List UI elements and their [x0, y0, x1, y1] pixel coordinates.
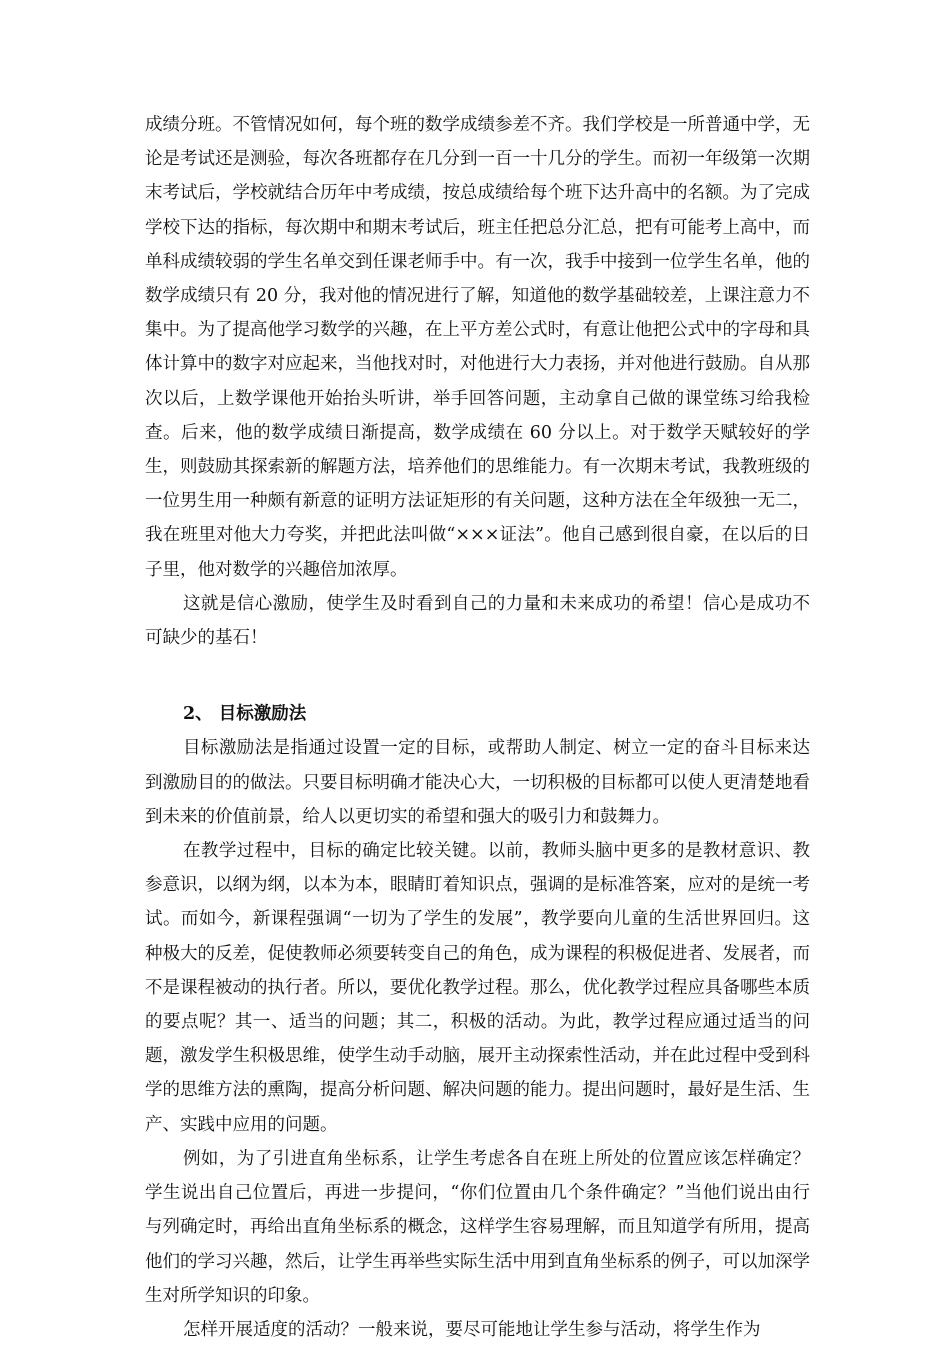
- body-paragraph-6: 怎样开展适度的活动？一般来说，要尽可能地让学生参与活动，将学生作为: [183, 1319, 761, 1340]
- section-spacer: [145, 655, 810, 697]
- document-page: [145, 108, 810, 1347]
- body-paragraph-2: 这就是信心激励，使学生及时看到自己的力量和未来成功的希望！信心是成功不可缺少的基石！: [145, 593, 810, 649]
- body-paragraph-4: 在教学过程中，目标的确定比较关键。以前，教师头脑中更多的是教材意识、教参意识，以纲为纲，以本为本，眼睛盯着知识点，强调的是标准答案，应对的是统一考试。而如今，新课程强调“一切为了学生的发展”，教学要向儿童的生活世界回归。这种极大的反差，促使教师必须要转变自己的角色，成为课程的积极促进者、发展者，而不是课程被动的执行者。所以，要优化教学过程。那么，优化教学过程应具备哪些本质的要点呢？其一、适当的问题；其二，积极的活动。为此，教学过程应通过适当的问题，激发学生积极思维，使学生动手动脑，展开主动探索性活动，并在此过程中受到科学的思维方法的熏陶，提高分析问题、解决问题的能力。提出问题时，最好是生活、生产、实践中应用的问题。: [145, 841, 810, 1135]
- body-paragraph-1: 成绩分班。不管情况如何，每个班的数学成绩参差不齐。我们学校是一所普通中学，无论是考试还是测验，每次各班都存在几分到一百一十几分的学生。而初一年级第一次期末考试后，学校就结合历年中考成绩，按总成绩给每个班下达升高中的名额。为了完成学校下达的指标，每次期中和期末考试后，班主任把总分汇总，把有可能考上高中，而单科成绩较弱的学生名单交到任课老师手中。有一次，我手中接到一位学生名单，他的数学成绩只有 20 分，我对他的情况进行了解，知道他的数学基础较差，上课注意力不集中。为了提高他学习数学的兴趣，在上平方差公式时，有意让他把公式中的字母和具体计算中的数字对应起来，当他找对时，对他进行大力表扬，并对他进行鼓励。自从那次以后，上数学课他开始抬头听讲，举手回答问题，主动拿自己做的课堂练习给我检查。后来，他的数学成绩日渐提高，数学成绩在 60 分以上。对于数学天赋较好的学生，则鼓励其探索新的解题方法，培养他们的思维能力。有一次期末考试，我教班级的一位男生用一种颇有新意的证明方法证矩形的有关问题，这种方法在全年级独一无二，我在班里对他大力夸奖，并把此法叫做“×××证法”。他自己感到很自豪，在以后的日子里，他对数学的兴趣倍加浓厚。: [145, 115, 810, 580]
- body-paragraph-5: 例如，为了引进直角坐标系，让学生考虑各自在班上所处的位置应该怎样确定？学生说出自己位置后，再进一步提问，“你们位置由几个条件确定？”当他们说出由行与列确定时，再给出直角坐标系的概念，这样学生容易理解，而且知道学有所用，提高他们的学习兴趣，然后，让学生再举些实际生活中用到直角坐标系的例子，可以加深学生对所学知识的印象。: [145, 1148, 810, 1306]
- section-heading: 2、 目标激励法: [183, 704, 307, 725]
- body-paragraph-3: 目标激励法是指通过设置一定的目标，或帮助人制定、树立一定的奋斗目标来达到激励目的的做法。只要目标明确才能决心大，一切积极的目标都可以使人更清楚地看到未来的价值前景，给人以更切实的希望和强大的吸引力和鼓舞力。: [145, 738, 810, 827]
